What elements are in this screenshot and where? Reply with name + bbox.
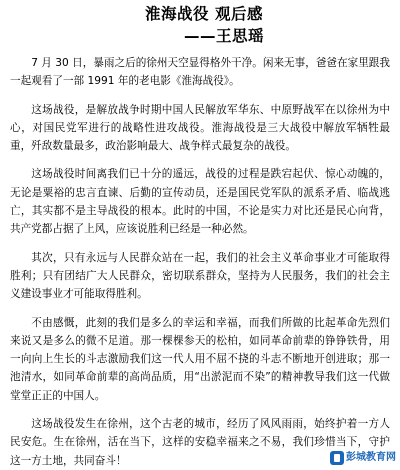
paragraph-4: 其次，只有永远与人民群众站在一起，我们的社会主义革命事业才可能取得胜利；只有团结广大人民群众，密切联系群众，坚持为人民服务，我们的社会主义建设事业才可能取得胜利。 xyxy=(10,251,390,301)
paragraph-6: 这场战役发生在徐州，这个古老的城市，经历了风风雨雨，始终护着一方人民安危。生在徐州，活在当下，这样的安稳幸福来之不易，我们珍惜当下，守护这一方土地，共同奋斗！ xyxy=(10,418,390,467)
document-title: 淮海战役 观后感 xyxy=(145,5,263,23)
paragraph-5: 不由感慨，此刻的我们是多么的幸运和幸福，而我们所做的比起革命先烈们来说又是多么的微不足道。那一棵棵参天的松柏，如同革命前辈的铮铮铁骨，用一向向上生长的斗志激励我们这一代人用不屈不挠的斗志不断地开创进取；那一池清水，如同革命前辈的高尚品质，用“出淤泥而不染”的精神教导我们这一代做堂堂正正的中国人。 xyxy=(10,316,390,402)
site-watermark xyxy=(330,450,397,466)
paragraph-2: 这场战役，是解放战争时期中国人民解放军华东、中原野战军在以徐州为中心，对国民党军进行的战略性进攻战役。淮海战役是三大战役中解放军牺牲最重，歼敌数量最多，政治影响最大、战争样式最复杂的战役。 xyxy=(10,103,390,153)
paragraph-1: 7 月 30 日，暴雨之后的徐州天空显得格外干净。闲来无事，爸爸在家里跟我一起观看了一部 1991 年的老电影《淮海战役》。 xyxy=(10,57,390,88)
watermark-text: 彭城教育网 xyxy=(346,452,396,463)
book-icon xyxy=(330,451,344,465)
document-author: ——王思瑶 xyxy=(183,27,264,45)
paragraph-3: 这场战役时间离我们已十分的遥远，战役的过程是跌宕起伏、惊心动魄的，无论是粟裕的忠言直谏、后勤的宣传动员，还是国民党军队的派系矛盾、临战逃亡，其实都不是主导战役的根本。此时的中国，不论是实力对比还是民心向背，共产党都占据了上风，应该说胜利已经是一种必然。 xyxy=(10,168,390,236)
